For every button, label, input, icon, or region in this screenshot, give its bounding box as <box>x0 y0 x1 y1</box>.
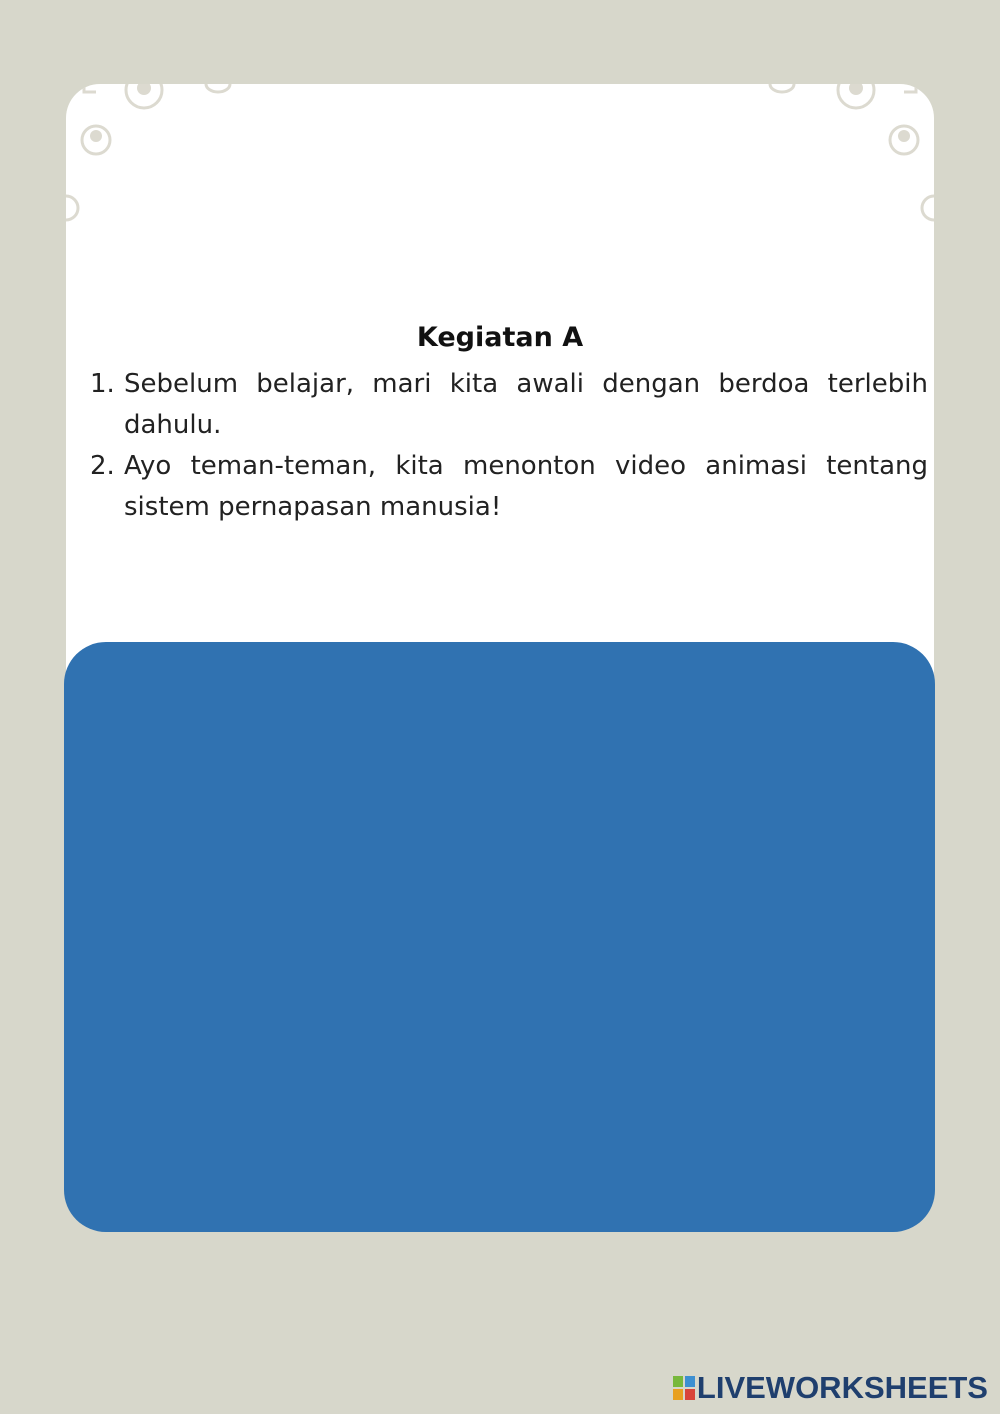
worksheet-card <box>66 84 934 704</box>
step-number: 2. <box>90 451 115 481</box>
swirl-ornament-icon <box>66 84 934 244</box>
liveworksheets-logo-icon <box>673 1376 695 1400</box>
list-item <box>90 446 928 528</box>
brand-footer <box>673 1371 988 1405</box>
brand-name: LIVEWORKSHEETS <box>696 1370 988 1405</box>
step-text: Ayo teman-teman, kita menonton video animasi tentang sistem pernapasan manusia! <box>124 451 928 522</box>
list-item <box>90 364 928 446</box>
step-number: 1. <box>90 369 115 399</box>
video-embed-area[interactable] <box>64 642 935 1232</box>
step-text: Sebelum belajar, mari kita awali dengan berdoa terlebih dahulu. <box>124 369 928 440</box>
instruction-list <box>90 364 928 528</box>
activity-title: Kegiatan A <box>416 322 584 353</box>
